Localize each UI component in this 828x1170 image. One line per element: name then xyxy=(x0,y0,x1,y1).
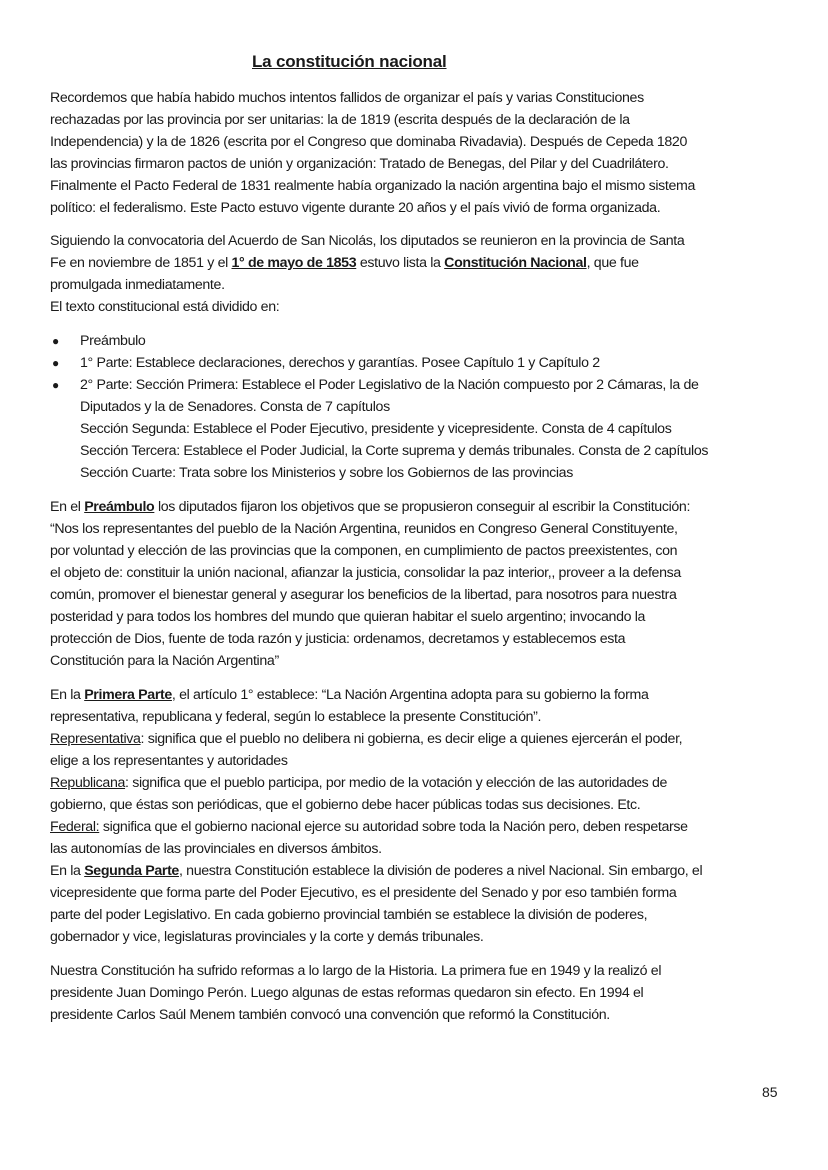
text: : significa que el pueblo participa, por medio de la votación y elección de las autoridades de xyxy=(125,775,668,791)
quote-line: por voluntad y elección de las provincias que la componen, en cumplimiento de pactos preexistentes, con xyxy=(50,543,678,559)
text: estuvo lista la xyxy=(356,255,445,271)
paragraph-line xyxy=(50,816,688,838)
bullet-icon: ● xyxy=(52,356,60,370)
quote-line: posteridad y para todos los hombres del mundo que quieran habitar el suelo argentino; invocando la xyxy=(50,609,646,625)
text: , el artículo 1° establece: “La Nación Argentina adopta para su gobierno la forma xyxy=(171,687,649,703)
list-item: Preámbulo xyxy=(80,333,146,349)
text: : significa que el pueblo no delibera ni gobierna, es decir elige a quienes ejercerán el poder, xyxy=(140,731,683,747)
paragraph-line xyxy=(50,252,639,274)
paragraph-line: presidente Juan Domingo Perón. Luego algunas de estas reformas quedaron sin efecto. En 1994 el xyxy=(50,985,644,1001)
quote-line: “Nos los representantes del pueblo de la Nación Argentina, reunidos en Congreso General Constituyente, xyxy=(50,521,678,537)
paragraph-line: elige a los representantes y autoridades xyxy=(50,753,288,769)
page-number: 85 xyxy=(762,1084,778,1100)
term-republicana: Republicana xyxy=(50,775,126,791)
paragraph-line xyxy=(50,860,702,882)
list-item: 2° Parte: Sección Primera: Establece el Poder Legislativo de la Nación compuesto por 2 Cámaras, la de xyxy=(80,377,699,393)
text: En la xyxy=(50,863,85,879)
paragraph-line: Recordemos que había habido muchos intentos fallidos de organizar el país y varias Constituciones xyxy=(50,90,644,106)
segunda-parte-highlight: Segunda Parte xyxy=(84,863,179,879)
paragraph-line: vicepresidente que forma parte del Poder Ejecutivo, es el presidente del Senado y por eso también forma xyxy=(50,885,677,901)
text: En la xyxy=(50,687,85,703)
paragraph-line: representativa, republicana y federal, según lo establece la presente Constitución”. xyxy=(50,709,542,725)
paragraph-line: gobierno, que éstas son periódicas, que el gobierno debe hacer públicas todas sus decisiones. Etc. xyxy=(50,797,641,813)
quote-line: protección de Dios, fuente de toda razón y justicia: ordenamos, decretamos y establecemos esta xyxy=(50,631,626,647)
paragraph-line: las autonomías de las provinciales en diversos ámbitos. xyxy=(50,841,382,857)
primera-parte-highlight: Primera Parte xyxy=(84,687,172,703)
text: , que fue xyxy=(586,255,639,271)
text: los diputados fijaron los objetivos que se propusieron conseguir al escribir la Constitución: xyxy=(154,499,691,515)
constitution-highlight: Constitución Nacional xyxy=(444,255,587,271)
paragraph-line: rechazadas por las provincia por ser unitarias: la de 1819 (escrita después de la declaración de la xyxy=(50,112,630,128)
paragraph-line: El texto constitucional está dividido en: xyxy=(50,299,280,315)
term-representativa: Representativa xyxy=(50,731,141,747)
paragraph-line xyxy=(50,728,682,750)
list-item-line: Sección Segunda: Establece el Poder Ejecutivo, presidente y vicepresidente. Consta de 4 capítulos xyxy=(80,421,672,437)
paragraph-line: político: el federalismo. Este Pacto estuvo vigente durante 20 años y el país vivió de forma organizada. xyxy=(50,200,661,216)
paragraph-line: promulgada inmediatamente. xyxy=(50,277,225,293)
list-item: 1° Parte: Establece declaraciones, derechos y garantías. Posee Capítulo 1 y Capítulo 2 xyxy=(80,355,600,371)
paragraph-line: las provincias firmaron pactos de unión y organización: Tratado de Benegas, del Pilar y del Cuadrilátero. xyxy=(50,156,669,172)
list-item-line: Sección Cuarte: Trata sobre los Ministerios y sobre los Gobiernos de las provincias xyxy=(80,465,573,481)
bullet-icon: ● xyxy=(52,378,60,392)
paragraph-line: Nuestra Constitución ha sufrido reformas a lo largo de la Historia. La primera fue en 1949 y la realizó el xyxy=(50,963,662,979)
paragraph-line xyxy=(50,496,690,518)
text: En el xyxy=(50,499,85,515)
paragraph-line: Independencia) y la de 1826 (escrita por el Congreso que dominaba Rivadavia). Después de Cepeda 1820 xyxy=(50,134,687,150)
quote-line: Constitución para la Nación Argentina” xyxy=(50,653,279,669)
paragraph-line xyxy=(50,684,648,706)
date-highlight: 1° de mayo de 1853 xyxy=(231,255,357,271)
list-item-line: Sección Tercera: Establece el Poder Judicial, la Corte suprema y demás tribunales. Consta de 2 capítulos xyxy=(80,443,709,459)
paragraph-line: gobernador y vice, legislaturas provinciales y la corte y demás tribunales. xyxy=(50,929,484,945)
bullet-icon: ● xyxy=(52,334,60,348)
paragraph-line: parte del poder Legislativo. En cada gobierno provincial también se establece la división de poderes, xyxy=(50,907,648,923)
preambulo-highlight: Preámbulo xyxy=(84,499,155,515)
text: , nuestra Constitución establece la división de poderes a nivel Nacional. Sin embargo, el xyxy=(178,863,703,879)
text: Fe en noviembre de 1851 y el xyxy=(50,255,232,271)
paragraph-line xyxy=(50,772,667,794)
paragraph-line: presidente Carlos Saúl Menem también convocó una convención que reformó la Constitución. xyxy=(50,1007,610,1023)
page-title: La constitución nacional xyxy=(252,52,447,71)
quote-line: el objeto de: constituir la unión nacional, afianzar la justicia, consolidar la paz interior,, proveer a la defensa xyxy=(50,565,681,581)
term-federal: Federal: xyxy=(50,819,100,835)
paragraph-line: Finalmente el Pacto Federal de 1831 realmente había organizado la nación argentina bajo el mismo sistema xyxy=(50,178,696,194)
quote-line: común, promover el bienestar general y asegurar los beneficios de la libertad, para nosotros para nuestra xyxy=(50,587,677,603)
list-item-line: Diputados y la de Senadores. Consta de 7 capítulos xyxy=(80,399,390,415)
paragraph-line: Siguiendo la convocatoria del Acuerdo de San Nicolás, los diputados se reunieron en la provincia de Santa xyxy=(50,233,685,249)
text: significa que el gobierno nacional ejerce su autoridad sobre toda la Nación pero, deben respetarse xyxy=(99,819,688,835)
